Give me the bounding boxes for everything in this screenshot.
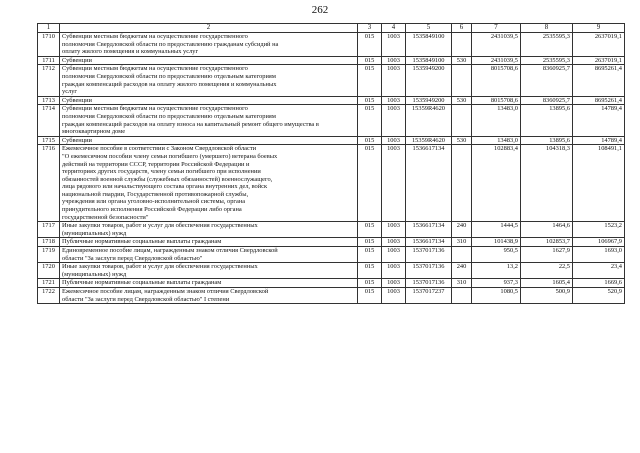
row-amount-year-2: 104318,3 [521,145,573,222]
table-row [38,56,625,65]
row-amount-year-1: 101438,9 [472,238,521,247]
header-row [38,24,625,33]
row-amount-year-2: 8360925,7 [521,96,573,105]
row-amount-year-2: 22,5 [521,263,573,279]
row-number: 1719 [38,247,60,263]
table-row [38,238,625,247]
row-code-expense-type [452,247,472,263]
row-code-admin: 015 [358,105,382,136]
table-row [38,33,625,57]
row-amount-year-3: 520,9 [573,288,625,304]
column-header: 2 [60,24,358,33]
row-amount-year-3: 1523,2 [573,222,625,238]
row-amount-year-1: 8015708,6 [472,96,521,105]
row-code-admin: 015 [358,145,382,222]
row-code-expense-type [452,288,472,304]
row-description: Публичные нормативные социальные выплаты гражданам [60,238,358,247]
row-description: Субвенции [60,136,358,145]
table-row [38,105,625,136]
row-amount-year-3: 14789,4 [573,105,625,136]
row-code-expense-type [452,33,472,57]
row-code-expense-type: 530 [452,136,472,145]
row-amount-year-3: 106967,9 [573,238,625,247]
row-code-admin: 015 [358,65,382,96]
row-amount-year-2: 1605,4 [521,279,573,288]
row-code-target: 1537017237 [406,288,452,304]
row-code-target: 1535849100 [406,33,452,57]
row-number: 1718 [38,238,60,247]
row-code-admin: 015 [358,247,382,263]
column-header: 7 [472,24,521,33]
page-number: 262 [311,4,329,16]
row-code-target: 1537017136 [406,263,452,279]
row-number: 1717 [38,222,60,238]
row-number: 1716 [38,145,60,222]
row-amount-year-1: 13483,0 [472,136,521,145]
row-amount-year-3: 23,4 [573,263,625,279]
row-code-section: 1003 [382,247,406,263]
column-header: 3 [358,24,382,33]
row-amount-year-2: 500,9 [521,288,573,304]
row-code-expense-type [452,65,472,96]
row-description: Субвенции [60,56,358,65]
row-code-section: 1003 [382,96,406,105]
row-code-admin: 015 [358,279,382,288]
column-header: 1 [38,24,60,33]
row-code-admin: 015 [358,288,382,304]
row-code-admin: 015 [358,56,382,65]
row-amount-year-3: 8695261,4 [573,65,625,96]
row-description: Субвенции местным бюджетам на осуществление государственного полномочия Свердловской области по предоставлению отдельным категориям граждан компенсаций расходов на оплату жилого помещения и коммунальных услуг [60,65,358,96]
table-row [38,96,625,105]
row-code-target: 1536617134 [406,145,452,222]
row-code-target: 15359R4620 [406,105,452,136]
row-number: 1720 [38,263,60,279]
row-amount-year-1: 8015708,6 [472,65,521,96]
table-row [38,288,625,304]
row-description: Субвенции местным бюджетам на осуществление государственного полномочия Свердловской области по предоставлению гражданам субсидий на оплату жилого помещения и коммунальных услуг [60,33,358,57]
row-amount-year-2: 2535595,3 [521,33,573,57]
row-code-section: 1003 [382,56,406,65]
row-code-expense-type: 530 [452,56,472,65]
row-code-section: 1003 [382,279,406,288]
row-code-target: 15359R4620 [406,136,452,145]
column-header: 4 [382,24,406,33]
row-code-section: 1003 [382,145,406,222]
row-description: Ежемесячное пособие в соответствии с Законом Свердловской области "О ежемесячном пособии члену семьи погибшего (умершего) ветерана боевых действий на территории СССР, территории Российской Федерации и территориях других государств, члену семьи погибшего при исполнении обязанностей военной службы (служебных обязанностей) военнослужащего, лица рядового или начальствующего состава органа внутренних дел, войск национальной гвардии, Государственной противопожарной службы, учреждения или органа уголовно-исполнительной системы, органа принудительного исполнения Российской Федерации либо органа государственной безопасности" [60,145,358,222]
row-amount-year-1: 13483,0 [472,105,521,136]
row-code-admin: 015 [358,96,382,105]
row-description: Единовременное пособие лицам, награжденным знаком отличия Свердловской области "За заслуги перед Свердловской областью" [60,247,358,263]
table-row [38,263,625,279]
row-code-section: 1003 [382,238,406,247]
row-number: 1712 [38,65,60,96]
row-amount-year-1: 2431039,5 [472,56,521,65]
row-description: Ежемесячное пособие лицам, награжденным знаком отличия Свердловской области "За заслуги перед Свердловской областью" I степени [60,288,358,304]
row-code-target: 1536617134 [406,238,452,247]
row-code-expense-type [452,145,472,222]
row-amount-year-3: 2637019,1 [573,56,625,65]
row-amount-year-2: 8360925,7 [521,65,573,96]
row-code-section: 1003 [382,65,406,96]
row-code-target: 1535949200 [406,96,452,105]
row-code-expense-type: 310 [452,238,472,247]
row-number: 1714 [38,105,60,136]
row-amount-year-3: 1669,6 [573,279,625,288]
row-description: Субвенции [60,96,358,105]
row-number: 1722 [38,288,60,304]
row-code-target: 1537017136 [406,279,452,288]
row-amount-year-2: 1627,9 [521,247,573,263]
row-amount-year-3: 1693,0 [573,247,625,263]
row-code-section: 1003 [382,33,406,57]
row-amount-year-1: 950,5 [472,247,521,263]
row-code-section: 1003 [382,136,406,145]
row-amount-year-3: 14789,4 [573,136,625,145]
row-amount-year-2: 2535595,3 [521,56,573,65]
table-row [38,247,625,263]
table-row [38,145,625,222]
table-row [38,136,625,145]
table-row [38,222,625,238]
row-description: Субвенции местным бюджетам на осуществление государственного полномочия Свердловской области по предоставлению отдельным категориям граждан компенсаций расходов на оплату взноса на капитальный ремонт общего имущества в многоквартирном доме [60,105,358,136]
row-code-target: 1535849100 [406,56,452,65]
row-code-expense-type [452,105,472,136]
row-code-admin: 015 [358,238,382,247]
row-description: Публичные нормативные социальные выплаты гражданам [60,279,358,288]
row-code-expense-type: 530 [452,96,472,105]
column-header: 8 [521,24,573,33]
table-row [38,65,625,96]
budget-table [37,23,625,304]
row-amount-year-1: 1080,5 [472,288,521,304]
row-amount-year-2: 13895,6 [521,136,573,145]
row-number: 1710 [38,33,60,57]
row-amount-year-1: 13,2 [472,263,521,279]
row-description: Иные закупки товаров, работ и услуг для обеспечения государственных (муниципальных) нужд [60,222,358,238]
row-code-expense-type: 310 [452,279,472,288]
row-code-target: 1535949200 [406,65,452,96]
row-number: 1713 [38,96,60,105]
row-code-admin: 015 [358,222,382,238]
row-amount-year-3: 108491,1 [573,145,625,222]
row-code-target: 1537017136 [406,247,452,263]
row-amount-year-3: 2637019,1 [573,33,625,57]
row-code-admin: 015 [358,263,382,279]
row-description: Иные закупки товаров, работ и услуг для обеспечения государственных (муниципальных) нужд [60,263,358,279]
row-code-expense-type: 240 [452,263,472,279]
column-header: 6 [452,24,472,33]
row-number: 1721 [38,279,60,288]
row-number: 1715 [38,136,60,145]
row-code-admin: 015 [358,136,382,145]
row-amount-year-2: 1464,6 [521,222,573,238]
row-amount-year-1: 1444,5 [472,222,521,238]
row-amount-year-1: 2431039,5 [472,33,521,57]
row-amount-year-2: 13895,6 [521,105,573,136]
row-amount-year-1: 937,3 [472,279,521,288]
column-header: 5 [406,24,452,33]
row-code-section: 1003 [382,222,406,238]
row-amount-year-2: 102853,7 [521,238,573,247]
row-amount-year-3: 8695261,4 [573,96,625,105]
table-row [38,279,625,288]
row-number: 1711 [38,56,60,65]
row-code-expense-type: 240 [452,222,472,238]
column-header: 9 [573,24,625,33]
row-code-section: 1003 [382,263,406,279]
row-amount-year-1: 102883,4 [472,145,521,222]
row-code-section: 1003 [382,288,406,304]
row-code-target: 1536617134 [406,222,452,238]
row-code-admin: 015 [358,33,382,57]
row-code-section: 1003 [382,105,406,136]
